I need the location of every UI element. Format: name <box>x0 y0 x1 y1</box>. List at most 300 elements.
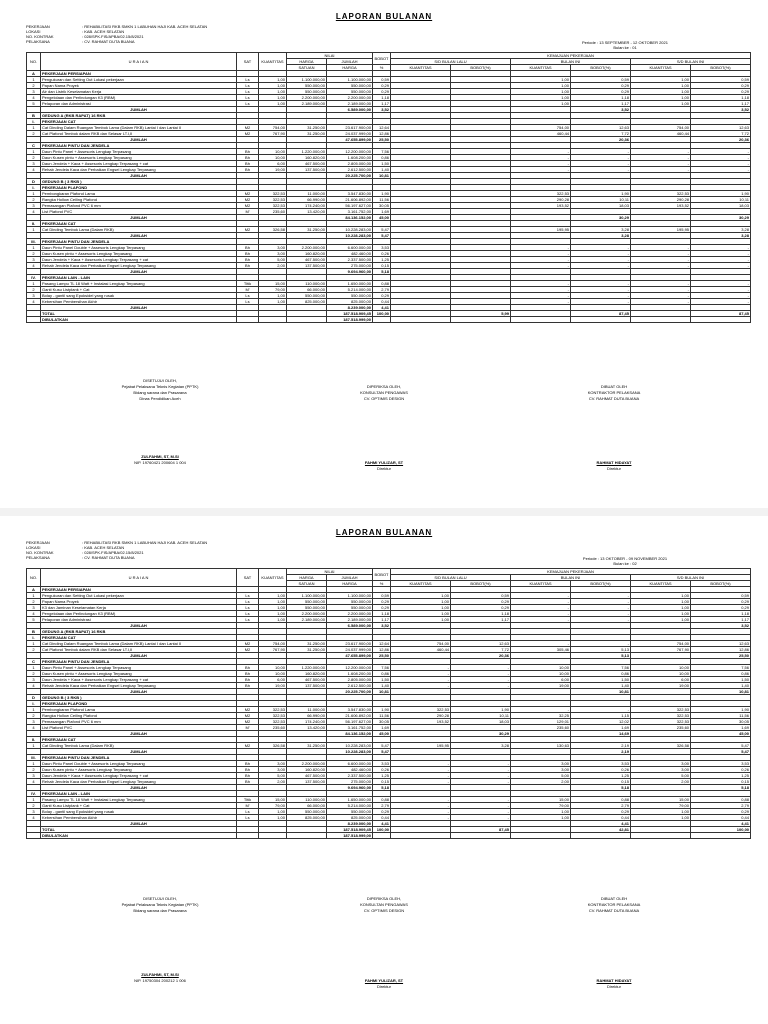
cell-progress: - <box>631 299 691 305</box>
cell-kuantitas: 10,00 <box>259 665 287 671</box>
cell-progress: 1,00 <box>631 815 691 821</box>
cell-uraian: Daun Jendela + Kaca + Assesoris Lengkap Terpasang + cat <box>41 257 237 263</box>
cell-uraian: Daun Kusen pintu + Assesoris Lengkap Terpasang <box>41 671 237 677</box>
cell-progress: 5,99 <box>451 311 511 317</box>
cell-uraian: JUMLAH <box>41 269 237 275</box>
cell-progress: 10,81 <box>571 689 631 695</box>
cell-progress: 7,72 <box>571 131 631 137</box>
col-bobot: BOBOT <box>373 53 391 65</box>
cell-progress: 0,15 <box>691 779 751 785</box>
cell-progress: - <box>451 677 511 683</box>
cell-progress: 129,01 <box>511 719 571 725</box>
cell-uraian: Ganti Kusu Listplank + Cat <box>41 803 237 809</box>
cell-bobot: 0,59 <box>373 593 391 599</box>
cell-uraian: JUMLAH <box>41 107 237 113</box>
cell-kuantitas: 1,00 <box>259 815 287 821</box>
cell-jumlah: 10.228.283,00 <box>327 233 373 239</box>
cell-no: 1 <box>27 743 41 749</box>
cell-uraian: Kebersihan Pembersihan Akhir <box>41 815 237 821</box>
cell-jumlah: 2.337.500,00 <box>327 257 373 263</box>
cell-progress: 0,29 <box>691 605 751 611</box>
cell-uraian: Ganti Kusu Listplank + Cat <box>41 287 237 293</box>
cell-progress: 1,00 <box>631 611 691 617</box>
cell-progress: 5,47 <box>691 749 751 755</box>
cell-progress: - <box>451 683 511 689</box>
cell-progress: - <box>451 797 511 803</box>
cell-bobot: 3,53 <box>373 761 391 767</box>
cell-progress <box>451 833 511 839</box>
cell-harga: 174.240,00 <box>287 203 327 209</box>
cell-uraian: JUMLAH <box>41 689 237 695</box>
cell-jumlah: 187.518.999,00 <box>327 317 373 323</box>
cell-progress: - <box>451 761 511 767</box>
cell-progress: 10,00 <box>511 671 571 677</box>
cell-progress: - <box>571 707 631 713</box>
sig-name: ZULFAHMI, ST, M.SI <box>141 454 179 459</box>
cell-progress: - <box>571 599 631 605</box>
cell-uraian: Pemasangan Plafond PVC 6 mm <box>41 203 237 209</box>
cell-progress <box>391 317 451 323</box>
cell-uraian: Pengelolaan dan Perlindungan K3 (RBM) <box>41 95 237 101</box>
cell-jumlah: 84.136.152,00 <box>327 731 373 737</box>
cell-jumlah: 482.460,00 <box>327 251 373 257</box>
cell-progress: - <box>511 617 571 623</box>
cell-kuantitas: 10,00 <box>259 671 287 677</box>
cell-kuantitas: 322,53 <box>259 191 287 197</box>
cell-bobot: 0,29 <box>373 599 391 605</box>
cell-jumlah: 187.518.909,45 <box>327 311 373 317</box>
cell-progress: - <box>391 809 451 815</box>
cell-harga: 550.000,00 <box>287 293 327 299</box>
sig-line: DISETUJUI OLEH, <box>143 378 177 383</box>
cell-progress: 322,53 <box>391 707 451 713</box>
cell-no: C <box>27 143 41 149</box>
cell-progress: 87,45 <box>691 311 751 317</box>
cell-progress: 1,25 <box>571 773 631 779</box>
meta-label: PEKERJAAN <box>26 24 50 29</box>
cell-no: 4 <box>27 779 41 785</box>
cell-uraian: Rehab Jendela Kaca dan Perbaikan Engsel Lengkap Terpasang <box>41 263 237 269</box>
cell-sat: Bh <box>237 767 259 773</box>
cell-sat: Ls <box>237 101 259 107</box>
cell-jumlah: 187.518.909,45 <box>327 827 373 833</box>
cell-progress: 1,90 <box>571 191 631 197</box>
cell-bobot: 1,69 <box>373 209 391 215</box>
cell-uraian: GEDUNG B ( 3 RKB ) <box>41 179 237 185</box>
cell-progress: - <box>691 251 751 257</box>
cell-progress: - <box>391 779 451 785</box>
cell-no: 3 <box>27 719 41 725</box>
cell-bobot: 25,50 <box>373 137 391 143</box>
signature-maker <box>514 378 714 472</box>
cell-progress: 32,25 <box>511 713 571 719</box>
cell-uraian: Pelaporan dan Administrasi <box>41 617 237 623</box>
col-kuantitas-h: KUANTITAS <box>631 65 691 71</box>
col-bulan-ini: BULAN INI <box>511 575 631 581</box>
cell-harga: 1.220.000,00 <box>287 665 327 671</box>
cell-kuantitas: 19,00 <box>259 167 287 173</box>
cell-bobot: 45,00 <box>373 731 391 737</box>
cell-progress: 3,53 <box>571 761 631 767</box>
cell-uraian: JUMLAH <box>41 821 237 827</box>
col-kuantitas-h: KUANTITAS <box>391 65 451 71</box>
cell-no: IV. <box>27 791 41 797</box>
cell-sat <box>237 317 259 323</box>
cell-progress: 754,00 <box>631 641 691 647</box>
cell-harga <box>287 317 327 323</box>
cell-no: II. <box>27 737 41 743</box>
cell-uraian: Pengukuran dan Setting Out Lokasi pekerjaan <box>41 593 237 599</box>
cell-progress: 1,18 <box>691 611 751 617</box>
cell-progress: - <box>631 263 691 269</box>
report-page-1 <box>0 0 768 508</box>
cell-progress: 0,88 <box>691 797 751 803</box>
cell-uraian: GEDUNG A (RKB RAPAT) 16 RKB <box>41 629 237 635</box>
total-row <box>27 317 751 323</box>
cell-progress: 0,15 <box>571 779 631 785</box>
cell-sat: M2 <box>237 191 259 197</box>
cell-sat: Bh <box>237 677 259 683</box>
cell-no: 5 <box>27 101 41 107</box>
cell-progress: 1,25 <box>691 773 751 779</box>
cell-sat: Bh <box>237 761 259 767</box>
cell-sat: Bh <box>237 257 259 263</box>
cell-progress: 6,00 <box>631 677 691 683</box>
cell-harga: 160.820,00 <box>287 251 327 257</box>
cell-no: 1 <box>27 665 41 671</box>
cell-no: 1 <box>27 593 41 599</box>
cell-jumlah: 6.600.000,00 <box>327 761 373 767</box>
cell-jumlah: 2.337.500,00 <box>327 773 373 779</box>
cell-bobot: 3,52 <box>373 623 391 629</box>
col-nilai: NILAI <box>287 53 373 59</box>
cell-bobot: 1,40 <box>373 167 391 173</box>
cell-kuantitas: 1,00 <box>259 299 287 305</box>
cell-progress: - <box>511 263 571 269</box>
cell-kuantitas: 79,00 <box>259 803 287 809</box>
cell-harga: 2.189.000,00 <box>287 617 327 623</box>
cell-progress: 1,18 <box>691 95 751 101</box>
cell-progress: 1,00 <box>631 605 691 611</box>
cell-bobot: 1,40 <box>373 683 391 689</box>
cell-sat: M2 <box>237 713 259 719</box>
cell-progress: 2,00 <box>511 779 571 785</box>
meta-label: LOKASI <box>26 545 41 550</box>
cell-harga: 110.000,00 <box>287 797 327 803</box>
cell-progress: - <box>391 677 451 683</box>
col-jumlah: JUMLAH <box>327 575 373 581</box>
cell-progress: 3,52 <box>691 623 751 629</box>
cell-sat: Titik <box>237 797 259 803</box>
cell-bobot: 10,81 <box>373 689 391 695</box>
project-meta <box>26 24 302 44</box>
cell-progress: 2,00 <box>631 779 691 785</box>
cell-jumlah: 2.200.000,00 <box>327 611 373 617</box>
cell-uraian: Pembongkaran Plafond Lama <box>41 707 237 713</box>
cell-harga: 467.500,00 <box>287 257 327 263</box>
cell-harga: 160.820,00 <box>287 671 327 677</box>
cell-kuantitas: 1,00 <box>259 809 287 815</box>
cell-no: 1 <box>27 281 41 287</box>
cell-harga: 31.250,00 <box>287 227 327 233</box>
cell-jumlah: 5.214.000,00 <box>327 803 373 809</box>
cell-progress: - <box>571 605 631 611</box>
cell-sat: M' <box>237 209 259 215</box>
cell-progress: 5,00 <box>511 773 571 779</box>
cell-uraian: JUMLAH <box>41 233 237 239</box>
cell-sat: Ls <box>237 83 259 89</box>
cell-no: I. <box>27 119 41 125</box>
cell-progress: - <box>451 773 511 779</box>
report-period <box>560 40 690 50</box>
cell-uraian: Cat Dinding Tembok Lama (Dalam RKB) <box>41 227 237 233</box>
cell-progress: - <box>451 665 511 671</box>
cell-progress: 1,00 <box>631 599 691 605</box>
cell-progress: - <box>511 257 571 263</box>
cell-jumlah: 1.100.000,00 <box>327 593 373 599</box>
cell-jumlah: 825.000,00 <box>327 299 373 305</box>
cell-bobot: 7,56 <box>373 665 391 671</box>
cell-uraian: Papan Nama Proyek <box>41 599 237 605</box>
cell-sat: Ls <box>237 293 259 299</box>
cell-progress: 2,79 <box>691 803 751 809</box>
cell-no: 1 <box>27 245 41 251</box>
cell-progress: - <box>391 671 451 677</box>
cell-jumlah: 56.197.627,00 <box>327 719 373 725</box>
period-range: Periode : 13 SEPTEMBER - 12 OKTOBER 2021 <box>582 40 668 45</box>
cell-progress: 3,00 <box>511 761 571 767</box>
cell-harga: 66.990,00 <box>287 197 327 203</box>
cell-no: 2 <box>27 131 41 137</box>
col-kuantitas: KUANTITAS <box>259 53 287 71</box>
cell-sat: Ls <box>237 299 259 305</box>
cell-progress: - <box>571 257 631 263</box>
cell-progress: 0,44 <box>571 815 631 821</box>
cell-jumlah: 20.225.700,00 <box>327 689 373 695</box>
cell-no: 1 <box>27 227 41 233</box>
cell-progress: - <box>631 257 691 263</box>
period-range: Periode : 13 OKTOBER - 09 NOVEMBER 2021 <box>582 556 668 561</box>
cell-uraian: Rangka Hollow Ceiling Plafond <box>41 197 237 203</box>
cell-progress: - <box>391 797 451 803</box>
cell-uraian: PEKERJAAN PINTU DAN JENDELA <box>41 659 237 665</box>
cell-progress: 0,29 <box>571 83 631 89</box>
cell-progress: 754,00 <box>511 125 571 131</box>
cell-harga: 550.000,00 <box>287 83 327 89</box>
cell-no <box>27 317 41 323</box>
cell-jumlah: 24.037.999,00 <box>327 131 373 137</box>
cell-jumlah: 2.612.500,00 <box>327 683 373 689</box>
cell-progress: - <box>511 641 571 647</box>
cell-progress: - <box>571 155 631 161</box>
cell-progress: - <box>511 293 571 299</box>
cell-progress: 193,52 <box>511 203 571 209</box>
cell-no: 3 <box>27 605 41 611</box>
sig-line: Bidang sarana dan Prasarana <box>133 908 187 913</box>
cell-no: 2 <box>27 83 41 89</box>
cell-progress: 30,29 <box>571 215 631 221</box>
cell-jumlah: 550.000,00 <box>327 83 373 89</box>
col-sd-lalu: S/D BULAN LALU <box>391 575 511 581</box>
cell-no: 3 <box>27 773 41 779</box>
cell-kuantitas: 2,00 <box>259 779 287 785</box>
cell-kuantitas: 1,00 <box>259 95 287 101</box>
cell-progress: 1,90 <box>451 707 511 713</box>
cell-progress <box>631 833 691 839</box>
cell-bobot: 0,29 <box>373 809 391 815</box>
cell-kuantitas: 322,53 <box>259 197 287 203</box>
cell-harga: 1.220.000,00 <box>287 149 327 155</box>
cell-kuantitas: 326,58 <box>259 227 287 233</box>
cell-no: 3 <box>27 203 41 209</box>
cell-uraian: Rehab Jendela Kaca dan Perbaikan Engsel Lengkap Terpasang <box>41 167 237 173</box>
cell-bobot: 0,15 <box>373 263 391 269</box>
cell-progress: 1,15 <box>571 713 631 719</box>
cell-uraian: JUMLAH <box>41 173 237 179</box>
cell-progress: - <box>451 809 511 815</box>
cell-progress: 0,29 <box>451 605 511 611</box>
cell-sat: M2 <box>237 743 259 749</box>
cell-no: 1 <box>27 761 41 767</box>
cell-progress: 0,29 <box>571 89 631 95</box>
cell-progress: - <box>391 815 451 821</box>
cell-no: 4 <box>27 815 41 821</box>
cell-no: 4 <box>27 209 41 215</box>
col-bobot-h: BOBOT(%) <box>571 581 631 587</box>
cell-progress: 1,69 <box>571 725 631 731</box>
cell-harga: 2.200.000,00 <box>287 611 327 617</box>
cell-sat <box>237 833 259 839</box>
cell-kuantitas: 322,53 <box>259 707 287 713</box>
cell-progress: - <box>571 245 631 251</box>
cell-kuantitas: 1,00 <box>259 101 287 107</box>
cell-progress: 1,00 <box>511 89 571 95</box>
cell-progress: 20,36 <box>571 137 631 143</box>
cell-jumlah: 275.000,00 <box>327 263 373 269</box>
cell-sat: M2 <box>237 227 259 233</box>
cell-kuantitas: 10,00 <box>259 149 287 155</box>
cell-bobot: 2,79 <box>373 803 391 809</box>
cell-sat: Bh <box>237 251 259 257</box>
cell-progress: - <box>631 149 691 155</box>
cell-progress: 322,53 <box>631 719 691 725</box>
cell-kuantitas: 6,00 <box>259 161 287 167</box>
cell-progress: 14,69 <box>571 731 631 737</box>
cell-jumlah: 21.606.892,00 <box>327 197 373 203</box>
cell-progress: 5,18 <box>571 785 631 791</box>
report-title: LAPORAN BULANAN <box>335 12 433 21</box>
cell-progress: - <box>511 611 571 617</box>
meta-value: : REHABILITASI RKB SMKN 1 LABUHAN HAJI KAB. ACEH SELATAN <box>82 540 208 545</box>
cell-jumlah: 1.608.200,00 <box>327 155 373 161</box>
cell-progress: - <box>511 707 571 713</box>
cell-no: A <box>27 587 41 593</box>
cell-no: 1 <box>27 149 41 155</box>
col-sat: SAT <box>237 53 259 71</box>
cell-progress: 1,00 <box>511 77 571 83</box>
cell-progress: 0,29 <box>451 599 511 605</box>
col-uraian: U R A I A N <box>41 569 237 587</box>
cell-progress: - <box>691 299 751 305</box>
cell-progress: - <box>511 593 571 599</box>
meta-value: : KAB. ACEH SELATAN <box>82 545 125 550</box>
cell-progress: - <box>451 671 511 677</box>
cell-progress: 0,26 <box>571 767 631 773</box>
cell-progress: 3,52 <box>571 107 631 113</box>
cell-harga: 31.250,00 <box>287 641 327 647</box>
sig-name: ZULFAHMI, ST, M.SI <box>141 972 179 977</box>
cell-harga: 137.500,00 <box>287 167 327 173</box>
cell-uraian: Pasang Lampu TL 18 Watt + Instalasi Lengkap Terpasang <box>41 797 237 803</box>
cell-progress: 10,00 <box>511 665 571 671</box>
cell-progress: - <box>391 683 451 689</box>
cell-kuantitas: 10,00 <box>259 155 287 161</box>
cell-sat: Ls <box>237 77 259 83</box>
cell-progress: 19,00 <box>511 683 571 689</box>
cell-sat: Ls <box>237 89 259 95</box>
cell-bobot: 3,53 <box>373 245 391 251</box>
cell-kuantitas: 15,00 <box>259 797 287 803</box>
cell-jumlah: 23.617.900,00 <box>327 641 373 647</box>
cell-sat: Ls <box>237 95 259 101</box>
cell-bobot: 4,41 <box>373 305 391 311</box>
cell-uraian: Daun Jendela + Kaca + Assesoris Lengkap Terpasang + cat <box>41 773 237 779</box>
cell-bobot: 30,05 <box>373 203 391 209</box>
cell-uraian: GEDUNG A (RKB RAPAT) 16 RKB <box>41 113 237 119</box>
sig-line: Pejabat Pelaksana Teknis Kegiatan (PPTK) <box>121 902 199 907</box>
cell-sat: Ls <box>237 599 259 605</box>
cell-sat: Ls <box>237 809 259 815</box>
cell-progress: - <box>631 251 691 257</box>
cell-no: 1 <box>27 191 41 197</box>
cell-progress: - <box>691 281 751 287</box>
cell-progress: 195,95 <box>391 743 451 749</box>
cell-uraian: Papan Nama Proyek <box>41 83 237 89</box>
cell-harga: 160.820,00 <box>287 155 327 161</box>
cell-uraian: DIBULATKAN <box>41 317 237 323</box>
cell-sat: Ls <box>237 815 259 821</box>
cell-harga: 137.500,00 <box>287 779 327 785</box>
cell-no: 5 <box>27 617 41 623</box>
cell-progress: 1,50 <box>571 677 631 683</box>
cell-bobot: 3,52 <box>373 107 391 113</box>
cell-jumlah: 3.161.752,00 <box>327 209 373 215</box>
cell-progress: - <box>511 155 571 161</box>
cell-progress: 1,00 <box>391 593 451 599</box>
cell-progress: - <box>391 761 451 767</box>
cell-progress: 10,00 <box>631 671 691 677</box>
sig-line: DIBUAT OLEH <box>600 384 628 389</box>
cell-jumlah: 1.608.200,00 <box>327 671 373 677</box>
cell-progress: 0,86 <box>691 671 751 677</box>
cell-uraian: Pasang Lampu TL 18 Watt + Instalasi Lengkap Terpasang <box>41 281 237 287</box>
cell-progress: 3,52 <box>691 107 751 113</box>
cell-progress: - <box>391 767 451 773</box>
cell-progress <box>451 317 511 323</box>
cell-progress: - <box>691 155 751 161</box>
col-pct: % <box>373 581 391 587</box>
cell-bobot: 100,00 <box>373 827 391 833</box>
cell-harga: 550.000,00 <box>287 605 327 611</box>
cell-progress: 100,00 <box>691 827 751 833</box>
cell-progress <box>511 833 571 839</box>
cell-no: B <box>27 113 41 119</box>
col-bobot-h: BOBOT(%) <box>451 65 511 71</box>
cell-uraian: List Plafond PVC <box>41 209 237 215</box>
cell-progress: 1,17 <box>691 101 751 107</box>
cell-uraian: Air dan Listrik Keselamatan Kerja <box>41 89 237 95</box>
cell-kuantitas: 754,00 <box>259 641 287 647</box>
